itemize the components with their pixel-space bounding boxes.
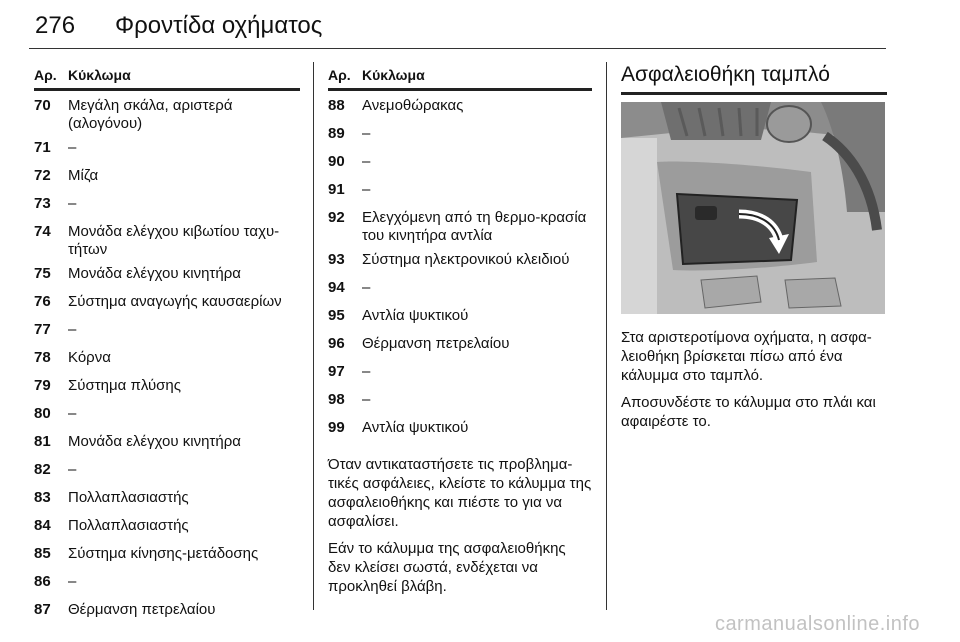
- circuit-description: –: [68, 573, 77, 590]
- fuse-number: 84: [34, 517, 51, 534]
- fuse-number: 94: [328, 279, 345, 296]
- fuse-number: 89: [328, 125, 345, 142]
- circuit-description: Ανεμοθώρακας: [362, 97, 464, 114]
- circuit-description: –: [68, 139, 77, 156]
- circuit-description: –: [362, 279, 371, 296]
- circuit-description: Μονάδα ελέγχου κινητήρα: [68, 265, 241, 282]
- fuse-number: 90: [328, 153, 345, 170]
- page-header: [29, 0, 886, 49]
- fuse-number: 99: [328, 419, 345, 436]
- fuse-number: 87: [34, 601, 51, 618]
- table-row: [34, 139, 300, 161]
- fuse-number: 91: [328, 181, 345, 198]
- circuit-description: Σύστημα ηλεκτρονικού κλειδιού: [362, 251, 570, 268]
- table-row: [34, 97, 300, 133]
- fuse-number: 74: [34, 223, 51, 240]
- circuit-description: –: [362, 363, 371, 380]
- page-title: Φροντίδα οχήματος: [115, 12, 323, 39]
- instrument-panel-fuse-box-section: [621, 62, 887, 431]
- table-row: [34, 377, 300, 399]
- table-header: [328, 62, 592, 91]
- column-header-number: Αρ.: [328, 67, 351, 83]
- fuse-table-right: [328, 62, 592, 596]
- table-row: [34, 167, 300, 189]
- circuit-description: –: [68, 405, 77, 422]
- circuit-description: Μονάδα ελέγχου κιβωτίου ταχυ-τήτων: [68, 223, 280, 258]
- table-row: [34, 573, 300, 595]
- circuit-description: Θέρμανση πετρελαίου: [362, 335, 510, 352]
- page-number: 276: [35, 12, 76, 39]
- fuse-number: 71: [34, 139, 51, 156]
- circuit-description: –: [362, 181, 371, 198]
- column-header-number: Αρ.: [34, 67, 57, 83]
- table-row: [34, 349, 300, 371]
- fuse-number: 75: [34, 265, 51, 282]
- fuse-number: 97: [328, 363, 345, 380]
- fuse-number: 85: [34, 545, 51, 562]
- table-row: [34, 195, 300, 217]
- table-row: [328, 335, 592, 357]
- table-row: [34, 321, 300, 343]
- column-divider-right: [606, 62, 607, 610]
- circuit-description: Σύστημα πλύσης: [68, 377, 182, 394]
- circuit-description: –: [362, 391, 371, 408]
- fuse-number: 81: [34, 433, 51, 450]
- fuse-number: 70: [34, 97, 51, 114]
- fuse-number: 80: [34, 405, 51, 422]
- table-row: [328, 125, 592, 147]
- circuit-description: Μονάδα ελέγχου κινητήρα: [68, 433, 241, 450]
- circuit-description: Μίζα: [68, 167, 99, 184]
- table-row: [328, 391, 592, 413]
- fuse-number: 95: [328, 307, 345, 324]
- fuse-number: 77: [34, 321, 51, 338]
- fuse-number: 93: [328, 251, 345, 268]
- table-row: [328, 97, 592, 119]
- table-row: [328, 209, 592, 245]
- column-header-circuit: Κύκλωμα: [68, 67, 131, 83]
- circuit-description: –: [68, 321, 77, 338]
- fuse-number: 73: [34, 195, 51, 212]
- table-row: [34, 601, 300, 623]
- fuse-number: 98: [328, 391, 345, 408]
- section-title: Ασφαλειοθήκη ταμπλό: [621, 63, 830, 86]
- fuse-number: 72: [34, 167, 51, 184]
- fuse-number: 79: [34, 377, 51, 394]
- table-row: [34, 517, 300, 539]
- table-header: [34, 62, 300, 91]
- circuit-description: Κόρνα: [68, 349, 111, 366]
- table-row: [34, 405, 300, 427]
- table-row: [328, 307, 592, 329]
- table-row: [34, 489, 300, 511]
- circuit-description: Ελεγχόμενη από τη θερμο-κρασία του κινητήρα αντλία: [362, 209, 587, 244]
- table-row: [34, 433, 300, 455]
- column-header-circuit: Κύκλωμα: [362, 67, 425, 83]
- column-divider-left: [313, 62, 314, 610]
- circuit-description: Σύστημα αναγωγής καυσαερίων: [68, 293, 282, 310]
- fuse-number: 96: [328, 335, 345, 352]
- table-row: [328, 419, 592, 441]
- table-row: [34, 293, 300, 315]
- fuse-box-location-text: Στα αριστεροτίμονα οχήματα, η ασφα-λειοθήκη βρίσκεται πίσω από ένα κάλυμμα στο ταμπλό.: [621, 329, 872, 384]
- circuit-description: Πολλαπλασιαστής: [68, 489, 189, 506]
- fuse-number: 88: [328, 97, 345, 114]
- section-rule: [621, 92, 887, 95]
- fuse-box-cover-illustration: [621, 102, 885, 314]
- table-row: [34, 545, 300, 567]
- replace-fuses-note: Όταν αντικαταστήσετε τις προβλημα-τικές ασφάλειες, κλείστε το κάλυμμα της ασφαλειοθήκης και πιέστε το για να ασφαλίσει.: [328, 456, 592, 530]
- cover-warning-note: Εάν το κάλυμμα της ασφαλειοθήκης δεν κλείσει σωστά, ενδέχεται να προκληθεί βλάβη.: [328, 540, 566, 595]
- table-row: [328, 181, 592, 203]
- circuit-description: –: [362, 153, 371, 170]
- fuse-number: 78: [34, 349, 51, 366]
- circuit-description: –: [68, 195, 77, 212]
- circuit-description: Θέρμανση πετρελαίου: [68, 601, 216, 618]
- table-row: [328, 153, 592, 175]
- circuit-description: –: [68, 461, 77, 478]
- fuse-number: 83: [34, 489, 51, 506]
- fuse-number: 76: [34, 293, 51, 310]
- circuit-description: Μεγάλη σκάλα, αριστερά (αλογόνου): [68, 97, 233, 132]
- circuit-description: Σύστημα κίνησης-μετάδοσης: [68, 545, 259, 562]
- fuse-number: 82: [34, 461, 51, 478]
- watermark: carmanualsonline.info: [714, 613, 920, 635]
- remove-cover-text: Αποσυνδέστε το κάλυμμα στο πλάι και αφαιρέστε το.: [621, 394, 876, 430]
- fuse-table-left: [34, 62, 300, 623]
- circuit-description: Αντλία ψυκτικού: [362, 307, 469, 324]
- fuse-number: 92: [328, 209, 345, 226]
- table-row: [34, 223, 300, 259]
- table-row: [328, 251, 592, 273]
- fuse-number: 86: [34, 573, 51, 590]
- circuit-description: Αντλία ψυκτικού: [362, 419, 469, 436]
- table-row: [34, 265, 300, 287]
- circuit-description: –: [362, 125, 371, 142]
- table-row: [328, 279, 592, 301]
- table-row: [328, 363, 592, 385]
- circuit-description: Πολλαπλασιαστής: [68, 517, 189, 534]
- table-row: [34, 461, 300, 483]
